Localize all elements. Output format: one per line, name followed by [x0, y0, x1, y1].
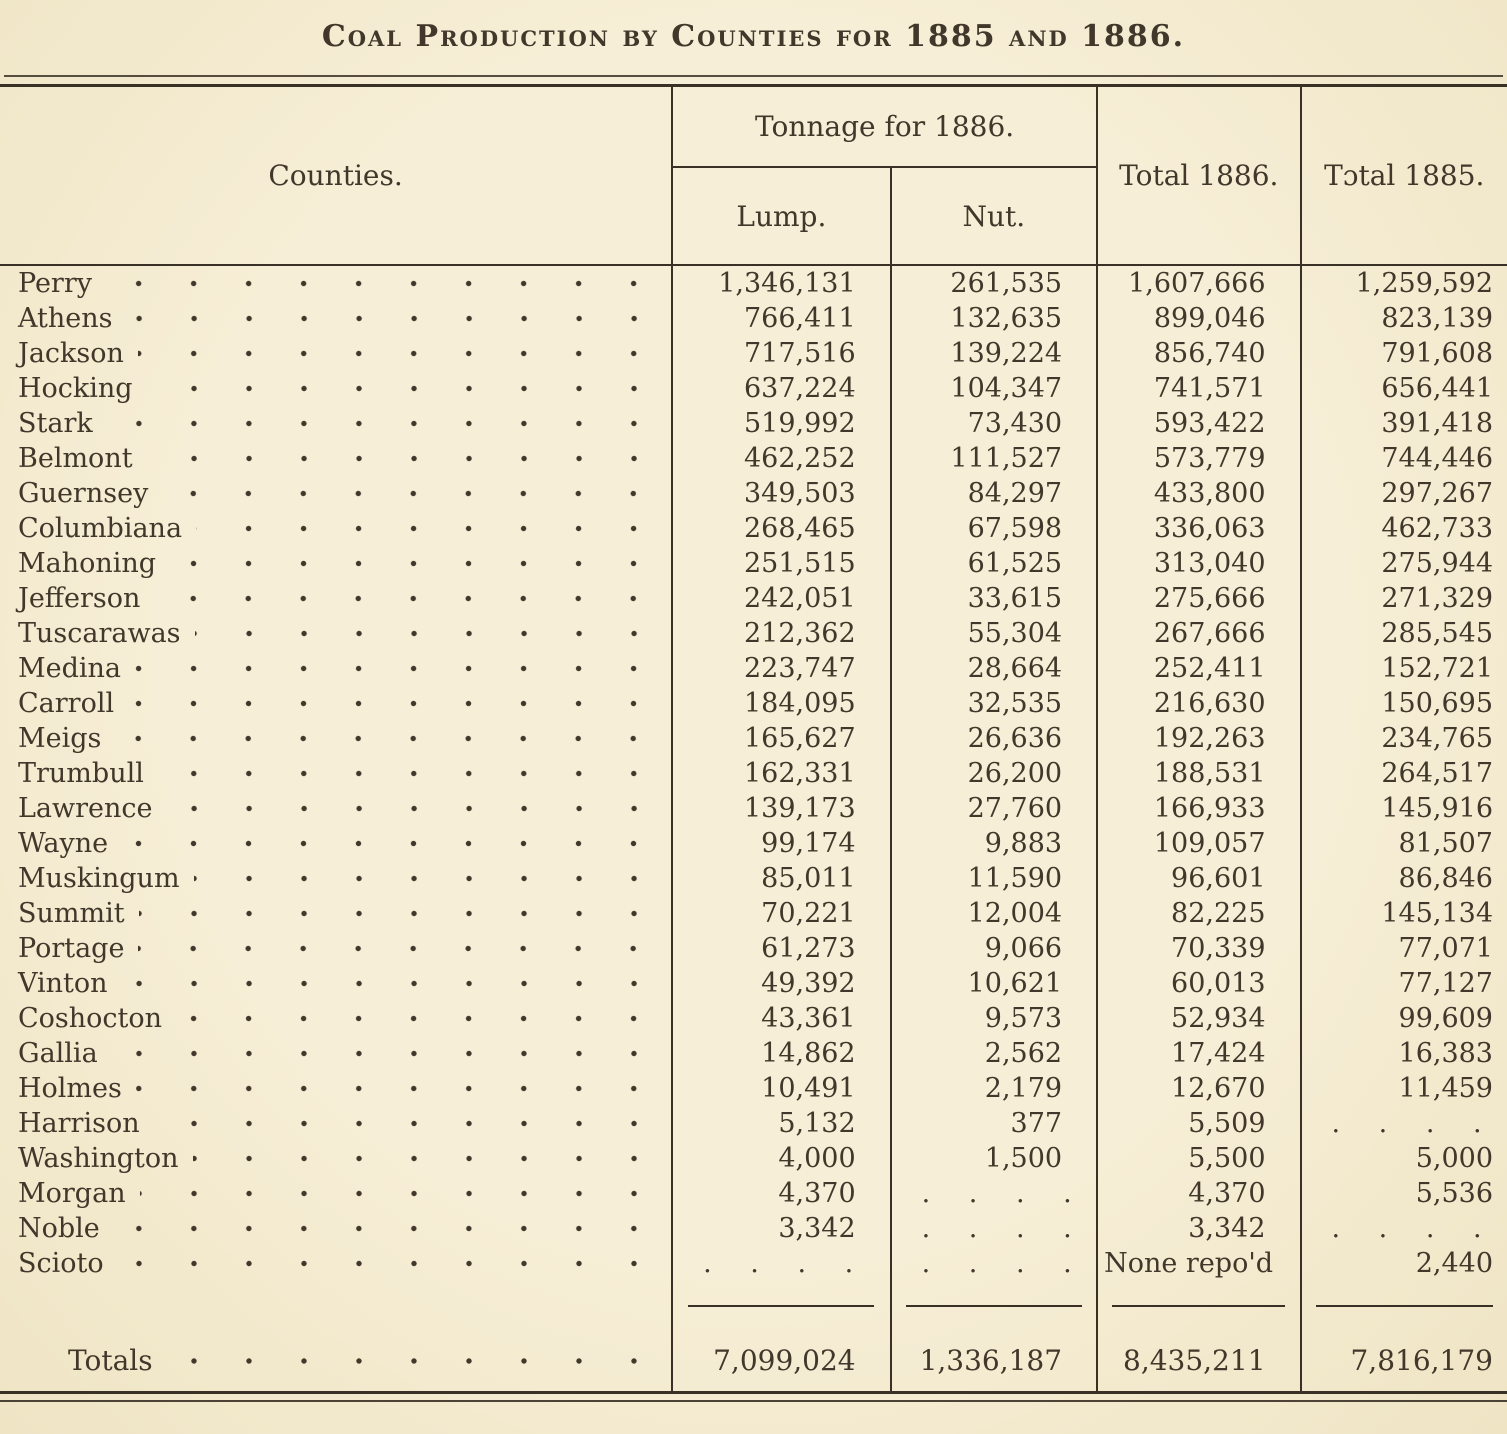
total-1885-cell: 271,329: [1301, 581, 1507, 616]
lump-cell: 184,095: [672, 686, 891, 721]
separator-rule-cell: [672, 1281, 891, 1331]
totals-separator-row: [0, 1281, 1507, 1331]
total-1885-cell: 86,846: [1301, 861, 1507, 896]
totals-label-cell: [0, 1331, 671, 1391]
county-cell: [0, 826, 671, 861]
total-1886-cell: 188,531: [1097, 756, 1300, 791]
total-1885-cell: 16,383: [1301, 1036, 1507, 1071]
dot-leader: [170, 546, 661, 581]
total-1885-cell: 823,139: [1301, 301, 1507, 336]
nut-cell: 2,179: [891, 1071, 1097, 1106]
lump-cell: 61,273: [672, 931, 891, 966]
lump-cell: 268,465: [672, 511, 891, 546]
lump-cell: 162,331: [672, 756, 891, 791]
dot-leader: [196, 511, 661, 546]
county-cell: [0, 476, 671, 511]
dot-leader: [118, 1246, 662, 1281]
county-name: Athens: [18, 303, 113, 334]
county-name: Carroll: [18, 688, 115, 719]
dot-leader: [138, 336, 661, 371]
nut-cell: 10,621: [891, 966, 1097, 1001]
county-name: Muskingum: [18, 863, 180, 894]
county-name: Scioto: [18, 1248, 104, 1279]
total-1886-cell: 313,040: [1097, 546, 1300, 581]
table-row: [0, 756, 1507, 791]
table-row: [0, 861, 1507, 896]
separator-rule-cell: [891, 1281, 1097, 1331]
nut-cell: 139,224: [891, 336, 1097, 371]
county-name: Summit: [18, 898, 125, 929]
dot-leader: [114, 1211, 661, 1246]
county-cell: [0, 651, 671, 686]
total-1885-cell: 285,545: [1301, 616, 1507, 651]
table-row: [0, 1036, 1507, 1071]
nut-cell: 2,562: [891, 1036, 1097, 1071]
county-name: Meigs: [18, 723, 102, 754]
total-1885-cell: 5,000: [1301, 1141, 1507, 1176]
county-name: Noble: [18, 1213, 100, 1244]
total-1886-cell: 96,601: [1097, 861, 1300, 896]
table-row: [0, 546, 1507, 581]
dot-leader: [147, 371, 662, 406]
lump-cell: 462,252: [672, 441, 891, 476]
total-1886-column-header: Total 1886.: [1097, 87, 1300, 265]
partial-rule: [906, 1305, 1082, 1307]
partial-rule: [1112, 1305, 1285, 1307]
total-1886-cell: 573,779: [1097, 441, 1300, 476]
county-name: Lawrence: [18, 793, 153, 824]
lump-cell: 519,992: [672, 406, 891, 441]
total-1886-cell: 433,800: [1097, 476, 1300, 511]
total-1885-cell: 77,071: [1301, 931, 1507, 966]
lump-cell: 139,173: [672, 791, 891, 826]
nut-cell: 132,635: [891, 301, 1097, 336]
dot-leader: [128, 686, 661, 721]
lump-cell: 70,221: [672, 896, 891, 931]
county-cell: [0, 1036, 671, 1071]
total-1886-cell: 899,046: [1097, 301, 1300, 336]
county-cell: [0, 1071, 671, 1106]
nut-cell: 27,760: [891, 791, 1097, 826]
table-row: [0, 441, 1507, 476]
county-cell: [0, 1211, 671, 1246]
table-row: [0, 686, 1507, 721]
county-name: Harrison: [18, 1108, 140, 1139]
nut-cell: . . . .: [891, 1176, 1097, 1211]
lump-cell: 4,370: [672, 1176, 891, 1211]
dot-leader: [127, 301, 662, 336]
table-row: [0, 511, 1507, 546]
county-name: Wayne: [18, 828, 109, 859]
totals-row: [0, 1331, 1507, 1393]
nut-cell: . . . .: [891, 1211, 1097, 1246]
nut-cell: 261,535: [891, 265, 1097, 301]
county-cell: [0, 581, 671, 616]
county-name: Hocking: [18, 373, 133, 404]
table-row: [0, 896, 1507, 931]
county-name: Stark: [18, 408, 93, 439]
lump-cell: 49,392: [672, 966, 891, 1001]
lump-cell: 99,174: [672, 826, 891, 861]
counties-column-header: Counties.: [268, 159, 403, 192]
total-1885-cell: 99,609: [1301, 1001, 1507, 1036]
total-1885-cell: 145,916: [1301, 791, 1507, 826]
dot-leader: [136, 1071, 661, 1106]
lump-cell: 10,491: [672, 1071, 891, 1106]
dot-leader: [154, 581, 661, 616]
table-row: [0, 1176, 1507, 1211]
county-name: Guernsey: [18, 478, 149, 509]
coal-production-table: [0, 87, 1507, 1394]
county-cell: [0, 721, 671, 756]
table-row: [0, 931, 1507, 966]
total-1886-cell: 5,500: [1097, 1141, 1300, 1176]
lump-cell: 14,862: [672, 1036, 891, 1071]
dot-leader: [147, 441, 662, 476]
nut-cell: 61,525: [891, 546, 1097, 581]
lump-cell: 43,361: [672, 1001, 891, 1036]
nut-cell: 377: [891, 1106, 1097, 1141]
dot-leader: [106, 266, 661, 301]
title-divider-top-rule: [4, 75, 1503, 77]
county-cell: [0, 756, 671, 791]
dot-leader: [167, 1331, 661, 1391]
total-1885-cell: 2,440: [1301, 1246, 1507, 1281]
nut-cell: 84,297: [891, 476, 1097, 511]
lump-cell: . . . .: [672, 1246, 891, 1281]
county-name: Mahoning: [18, 548, 157, 579]
nut-cell: 11,590: [891, 861, 1097, 896]
total-1885-cell: 656,441: [1301, 371, 1507, 406]
total-1885-cell: 5,536: [1301, 1176, 1507, 1211]
total-1885-cell: 145,134: [1301, 896, 1507, 931]
partial-rule: [1316, 1305, 1493, 1307]
lump-cell: 4,000: [672, 1141, 891, 1176]
total-1885-cell: 77,127: [1301, 966, 1507, 1001]
county-cell: [0, 546, 671, 581]
lump-cell: 165,627: [672, 721, 891, 756]
total-1885-cell: 275,944: [1301, 546, 1507, 581]
dot-leader: [139, 896, 662, 931]
county-cell: [0, 861, 671, 896]
county-cell: [0, 511, 671, 546]
county-cell: [0, 931, 671, 966]
total-1886-cell: 17,424: [1097, 1036, 1300, 1071]
table-row: [0, 265, 1507, 301]
dot-leader: [112, 1036, 661, 1071]
total-1886-cell: 275,666: [1097, 581, 1300, 616]
total-1886-cell: 82,225: [1097, 896, 1300, 931]
nut-cell: 1,500: [891, 1141, 1097, 1176]
total-1886-cell: 741,571: [1097, 371, 1300, 406]
nut-cell: 32,535: [891, 686, 1097, 721]
total-1885-column-header: Tɔtal 1885.: [1301, 87, 1507, 265]
lump-cell: 223,747: [672, 651, 891, 686]
dot-leader: [140, 1176, 662, 1211]
total-1886-cell: 267,666: [1097, 616, 1300, 651]
county-name: Holmes: [18, 1073, 122, 1104]
county-cell: [0, 371, 671, 406]
table-footer: [0, 1281, 1507, 1393]
total-1886-cell: 593,422: [1097, 406, 1300, 441]
total-1886-cell: 1,607,666: [1097, 265, 1300, 301]
county-cell: [0, 896, 671, 931]
total-1886-cell: 166,933: [1097, 791, 1300, 826]
table-row: [0, 371, 1507, 406]
lump-cell: 766,411: [672, 301, 891, 336]
lump-cell: 717,516: [672, 336, 891, 371]
county-name: Vinton: [18, 968, 108, 999]
total-1886-cell: 216,630: [1097, 686, 1300, 721]
lump-cell: 251,515: [672, 546, 891, 581]
total-1886-cell: 109,057: [1097, 826, 1300, 861]
table-row: [0, 1246, 1507, 1281]
county-name: Tuscarawas: [18, 618, 181, 649]
nut-cell: 28,664: [891, 651, 1097, 686]
total-1886-cell: 5,509: [1097, 1106, 1300, 1141]
table-header: [0, 87, 1507, 265]
nut-cell: 9,066: [891, 931, 1097, 966]
dot-leader: [194, 861, 662, 896]
total-1885-cell: 391,418: [1301, 406, 1507, 441]
lump-cell: 85,011: [672, 861, 891, 896]
county-name: Medina: [18, 653, 122, 684]
totals-total-1886-cell: 8,435,211: [1097, 1331, 1300, 1393]
county-cell: [0, 406, 671, 441]
separator-rule-cell: [1097, 1281, 1300, 1331]
total-1886-cell: 4,370: [1097, 1176, 1300, 1211]
total-1886-cell: 12,670: [1097, 1071, 1300, 1106]
total-1885-cell: 152,721: [1301, 651, 1507, 686]
county-name: Washington: [18, 1143, 179, 1174]
table-row: [0, 616, 1507, 651]
total-1885-cell: 744,446: [1301, 441, 1507, 476]
nut-cell: 9,573: [891, 1001, 1097, 1036]
county-name: Belmont: [18, 443, 133, 474]
total-1886-cell: 856,740: [1097, 336, 1300, 371]
totals-label: Totals: [68, 1344, 153, 1377]
table-row: [0, 581, 1507, 616]
total-1885-cell: 297,267: [1301, 476, 1507, 511]
county-cell: [0, 1106, 671, 1141]
lump-cell: 5,132: [672, 1106, 891, 1141]
total-1885-cell: 150,695: [1301, 686, 1507, 721]
table-body: [0, 265, 1507, 1281]
dot-leader: [122, 966, 662, 1001]
table-row: [0, 1211, 1507, 1246]
nut-column-header: Nut.: [891, 167, 1097, 265]
county-name: Perry: [18, 268, 92, 299]
totals-nut-cell: 1,336,187: [891, 1331, 1097, 1393]
table-row: [0, 651, 1507, 686]
table-row: [0, 721, 1507, 756]
county-name: Portage: [18, 933, 125, 964]
lump-cell: 3,342: [672, 1211, 891, 1246]
table-row: [0, 301, 1507, 336]
bottom-border-rule: [0, 1400, 1507, 1402]
table-row: [0, 1071, 1507, 1106]
tonnage-group-header: Tonnage for 1886.: [672, 87, 1097, 167]
dot-leader: [162, 476, 661, 511]
totals-lump-cell: 7,099,024: [672, 1331, 891, 1393]
total-1885-cell: 1,259,592: [1301, 265, 1507, 301]
total-1885-cell: 264,517: [1301, 756, 1507, 791]
dot-leader: [135, 651, 661, 686]
lump-cell: 349,503: [672, 476, 891, 511]
county-name: Jackson: [18, 338, 124, 369]
dot-leader: [154, 1106, 662, 1141]
table-row: [0, 1141, 1507, 1176]
county-cell: [0, 301, 671, 336]
county-cell: [0, 266, 671, 301]
nut-cell: 104,347: [891, 371, 1097, 406]
county-cell: [0, 1001, 671, 1036]
table-row: [0, 791, 1507, 826]
nut-cell: 55,304: [891, 616, 1097, 651]
county-cell: [0, 1246, 671, 1281]
total-1886-cell: 52,934: [1097, 1001, 1300, 1036]
table-row: [0, 406, 1507, 441]
total-1886-cell: 192,263: [1097, 721, 1300, 756]
total-1885-cell: 234,765: [1301, 721, 1507, 756]
page-title: Coal Production by Counties for 1885 and 1886.: [321, 19, 1186, 54]
county-name: Gallia: [18, 1038, 98, 1069]
total-1885-cell: 11,459: [1301, 1071, 1507, 1106]
lump-cell: 212,362: [672, 616, 891, 651]
county-cell: [0, 966, 671, 1001]
lump-cell: 637,224: [672, 371, 891, 406]
table-row: [0, 966, 1507, 1001]
county-name: Trumbull: [18, 758, 144, 789]
total-1885-cell: 791,608: [1301, 336, 1507, 371]
total-1886-cell: 252,411: [1097, 651, 1300, 686]
county-cell: [0, 1141, 671, 1176]
dot-leader: [193, 1141, 662, 1176]
dot-leader: [195, 616, 662, 651]
dot-leader: [167, 791, 662, 826]
lump-column-header: Lump.: [672, 167, 891, 265]
dot-leader: [107, 406, 661, 441]
nut-cell: 111,527: [891, 441, 1097, 476]
nut-cell: 67,598: [891, 511, 1097, 546]
lump-cell: 1,346,131: [672, 265, 891, 301]
table-row: [0, 1001, 1507, 1036]
county-cell: [0, 336, 671, 371]
total-1885-cell: . . . .: [1301, 1211, 1507, 1246]
nut-cell: 26,636: [891, 721, 1097, 756]
county-cell: [0, 441, 671, 476]
table-row: [0, 336, 1507, 371]
county-cell: [0, 791, 671, 826]
nut-cell: . . . .: [891, 1246, 1097, 1281]
lump-cell: 242,051: [672, 581, 891, 616]
county-name: Morgan: [18, 1178, 126, 1209]
separator-rule-cell: [1301, 1281, 1507, 1331]
total-1886-cell: 60,013: [1097, 966, 1300, 1001]
total-1885-cell: . . . .: [1301, 1106, 1507, 1141]
dot-leader: [176, 1001, 661, 1036]
total-1886-cell: 336,063: [1097, 511, 1300, 546]
county-name: Jefferson: [18, 583, 141, 614]
table-row: [0, 826, 1507, 861]
total-1886-cell: 3,342: [1097, 1211, 1300, 1246]
county-name: Columbiana: [18, 513, 183, 544]
dot-leader: [158, 756, 661, 791]
county-cell: [0, 616, 671, 651]
dot-leader: [122, 826, 661, 861]
dot-leader: [115, 721, 661, 756]
nut-cell: 26,200: [891, 756, 1097, 791]
separator-empty-cell: [0, 1281, 672, 1331]
total-1886-cell: None repo'd: [1097, 1246, 1300, 1281]
nut-cell: 9,883: [891, 826, 1097, 861]
total-1885-cell: 462,733: [1301, 511, 1507, 546]
nut-cell: 33,615: [891, 581, 1097, 616]
county-name: Coshocton: [18, 1003, 163, 1034]
nut-cell: 12,004: [891, 896, 1097, 931]
nut-cell: 73,430: [891, 406, 1097, 441]
table-row: [0, 1106, 1507, 1141]
county-cell: [0, 1176, 671, 1211]
county-cell: [0, 686, 671, 721]
total-1885-cell: 81,507: [1301, 826, 1507, 861]
total-1886-cell: 70,339: [1097, 931, 1300, 966]
partial-rule: [688, 1305, 874, 1307]
dot-leader: [138, 931, 661, 966]
totals-total-1885-cell: 7,816,179: [1301, 1331, 1507, 1393]
table-row: [0, 476, 1507, 511]
